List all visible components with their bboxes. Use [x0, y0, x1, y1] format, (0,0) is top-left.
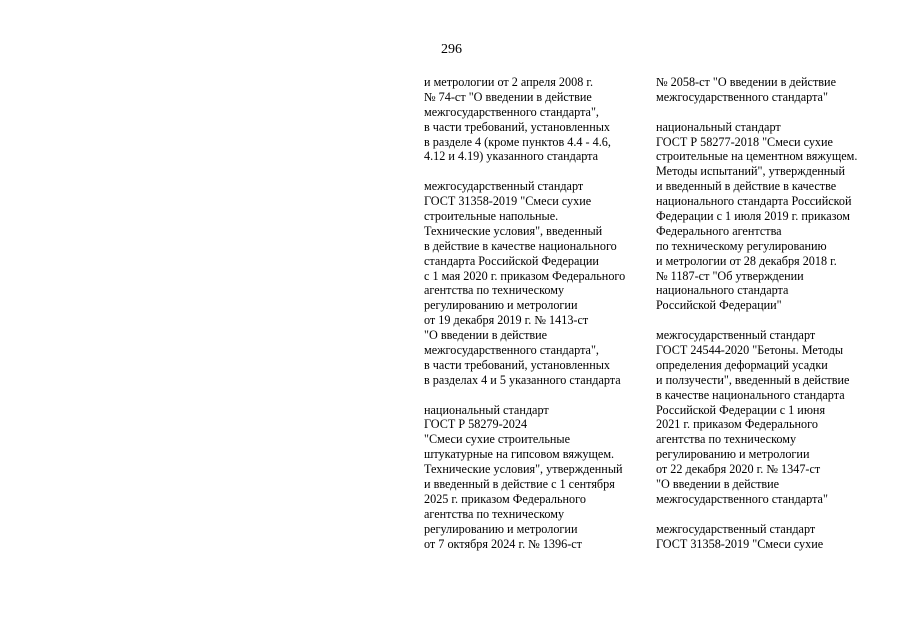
text-line: Федерации с 1 июля 2019 г. приказом — [656, 209, 850, 224]
text-line: межгосударственный стандарт — [656, 521, 816, 536]
text-line: в качестве национального стандарта — [656, 387, 845, 402]
text-line: 2021 г. приказом Федерального — [656, 417, 818, 432]
text-line: Федерального агентства — [656, 223, 782, 238]
text-line: строительные на цементном вяжущем. — [656, 149, 858, 164]
text-line: штукатурные на гипсовом вяжущем. — [424, 447, 615, 462]
text-line: в части требований, установленных — [424, 357, 610, 372]
text-line: в разделах 4 и 5 указанного стандарта — [424, 372, 621, 387]
text-line: агентства по техническому — [656, 432, 797, 447]
text-line: ГОСТ 31358-2019 "Смеси сухие — [656, 536, 824, 551]
text-line: национальный стандарт — [656, 119, 781, 134]
text-line: Технические условия", введенный — [424, 223, 603, 238]
text-line: "Смеси сухие строительные — [424, 432, 571, 447]
text-line: в действие в качестве национального — [424, 238, 617, 253]
text-line: и метрологии от 28 декабря 2018 г. — [656, 253, 837, 268]
text-line — [424, 388, 625, 403]
text-line: Российской Федерации" — [656, 298, 782, 313]
text-line: по техническому регулированию — [656, 238, 827, 253]
text-line: от 22 декабря 2020 г. № 1347-ст — [656, 462, 821, 477]
text-line: ГОСТ 31358-2019 "Смеси сухие — [424, 194, 592, 209]
text-line: Российской Федерации с 1 июня — [656, 402, 826, 417]
text-line: ГОСТ Р 58279-2024 — [424, 417, 528, 432]
text-line: межгосударственного стандарта" — [656, 491, 828, 506]
text-line: в разделе 4 (кроме пунктов 4.4 - 4.6, — [424, 134, 611, 149]
text-line — [656, 105, 857, 120]
text-line: и ползучести", введенный в действие — [656, 372, 850, 387]
text-line: и метрологии от 2 апреля 2008 г. — [424, 75, 594, 89]
text-line: и введенный в действие с 1 сентября — [424, 477, 615, 492]
text-line: национального стандарта — [656, 283, 789, 298]
text-line: межгосударственного стандарта", — [424, 104, 599, 119]
text-line: от 19 декабря 2019 г. № 1413-ст — [424, 313, 589, 328]
text-line: агентства по техническому — [424, 283, 565, 298]
text-line: "О введении в действие — [656, 477, 780, 492]
text-line: национальный стандарт — [424, 402, 549, 417]
text-line: № 2058-ст "О введении в действие — [656, 75, 836, 89]
text-line: от 7 октября 2024 г. № 1396-ст — [424, 536, 583, 551]
text-line: регулированию и метрологии — [656, 447, 810, 462]
text-line: регулированию и метрологии — [424, 521, 578, 536]
text-line: Методы испытаний", утвержденный — [656, 164, 845, 179]
text-line: межгосударственный стандарт — [656, 328, 816, 343]
text-line: межгосударственный стандарт — [424, 179, 584, 194]
text-line: строительные напольные. — [424, 209, 559, 224]
text-line: 2025 г. приказом Федерального — [424, 491, 586, 506]
text-line: ГОСТ Р 58277-2018 "Смеси сухие — [656, 134, 833, 149]
text-line: национального стандарта Российской — [656, 194, 852, 209]
page-number: 296 — [441, 42, 462, 57]
text-line: в части требований, установленных — [424, 119, 610, 134]
text-line: "О введении в действие — [424, 328, 548, 343]
left-column-text — [424, 75, 625, 552]
text-line: регулированию и метрологии — [424, 298, 578, 313]
text-line: межгосударственного стандарта", — [424, 343, 599, 358]
text-line: 4.12 и 4.19) указанного стандарта — [424, 149, 599, 164]
text-line: определения деформаций усадки — [656, 357, 828, 372]
text-line: № 74-ст "О введении в действие — [424, 89, 592, 104]
text-line: стандарта Российской Федерации — [424, 253, 599, 268]
text-line: агентства по техническому — [424, 506, 565, 521]
text-line — [656, 507, 857, 522]
text-line: ГОСТ 24544-2020 "Бетоны. Методы — [656, 343, 844, 358]
text-line: Технические условия", утвержденный — [424, 462, 623, 477]
text-line: с 1 мая 2020 г. приказом Федерального — [424, 268, 626, 283]
text-line: и введенный в действие в качестве — [656, 179, 837, 194]
text-line: № 1187-ст "Об утверждении — [656, 268, 804, 283]
text-line: межгосударственного стандарта" — [656, 89, 828, 104]
right-column-text — [656, 75, 857, 552]
text-line — [424, 164, 625, 179]
text-line — [656, 313, 857, 328]
